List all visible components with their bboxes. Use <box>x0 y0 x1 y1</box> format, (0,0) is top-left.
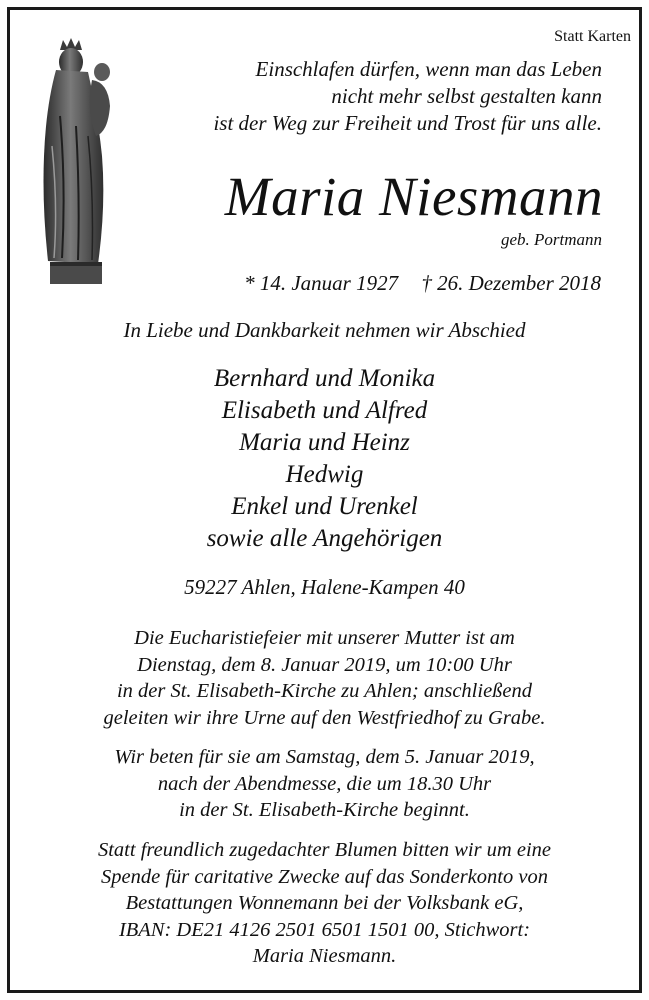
farewell-line: In Liebe und Dankbarkeit nehmen wir Abschied <box>123 318 526 342</box>
eucharist-paragraph <box>0 625 649 731</box>
motto-line: Einschlafen dürfen, wenn man das Leben <box>255 57 602 81</box>
life-dates <box>244 271 601 296</box>
donation-line: Statt freundlich zugedachter Blumen bitten wir um eine <box>97 839 551 861</box>
donation-paragraph <box>0 837 649 970</box>
motto-line: ist der Weg zur Freiheit und Trost für uns alle. <box>213 111 602 135</box>
family-member: Enkel und Urenkel <box>231 493 418 520</box>
donation-line: Spende für caritative Zwecke auf das Sonderkonto von <box>101 865 548 888</box>
birth-date: * 14. Januar 1927 <box>244 271 399 295</box>
eucharist-line: in der St. Elisabeth-Kirche zu Ahlen; anschließend <box>116 680 533 702</box>
prayer-line: in der St. Elisabeth-Kirche beginnt. <box>179 799 470 821</box>
eucharist-line: Die Eucharistiefeier mit unserer Mutter ist am <box>134 627 515 649</box>
motto-verse <box>132 56 602 137</box>
family-member: sowie alle Angehörigen <box>206 525 443 552</box>
madonna-statue-icon <box>36 36 122 288</box>
prayer-line: nach der Abendmesse, die um 18.30 Uhr <box>157 772 492 795</box>
family-member: Bernhard und Monika <box>213 365 436 392</box>
family-member: Hedwig <box>285 461 364 488</box>
death-date: † 26. Dezember 2018 <box>421 271 601 295</box>
family-list <box>0 363 649 555</box>
maiden-name: geb. Portmann <box>500 230 602 249</box>
family-member: Maria und Heinz <box>239 429 410 456</box>
prayer-line: Wir beten für sie am Samstag, dem 5. Januar 2019, <box>114 746 535 768</box>
deceased-name: Maria Niesmann <box>224 166 603 227</box>
donation-line: Maria Niesmann. <box>252 945 397 967</box>
address: 59227 Ahlen, Halene-Kampen 40 <box>184 575 465 599</box>
donation-line: IBAN: DE21 4126 2501 6501 1501 00, Stichwort: <box>118 918 531 941</box>
eucharist-line: Dienstag, dem 8. Januar 2019, um 10:00 Uhr <box>137 653 512 676</box>
statt-karten-label: Statt Karten <box>554 28 631 45</box>
motto-line: nicht mehr selbst gestalten kann <box>331 84 602 108</box>
donation-line: Bestattungen Wonnemann bei der Volksbank eG, <box>125 892 524 914</box>
eucharist-line: geleiten wir ihre Urne auf den Westfriedhof zu Grabe. <box>103 706 546 729</box>
family-member: Elisabeth und Alfred <box>221 397 428 424</box>
prayer-paragraph <box>0 744 649 824</box>
